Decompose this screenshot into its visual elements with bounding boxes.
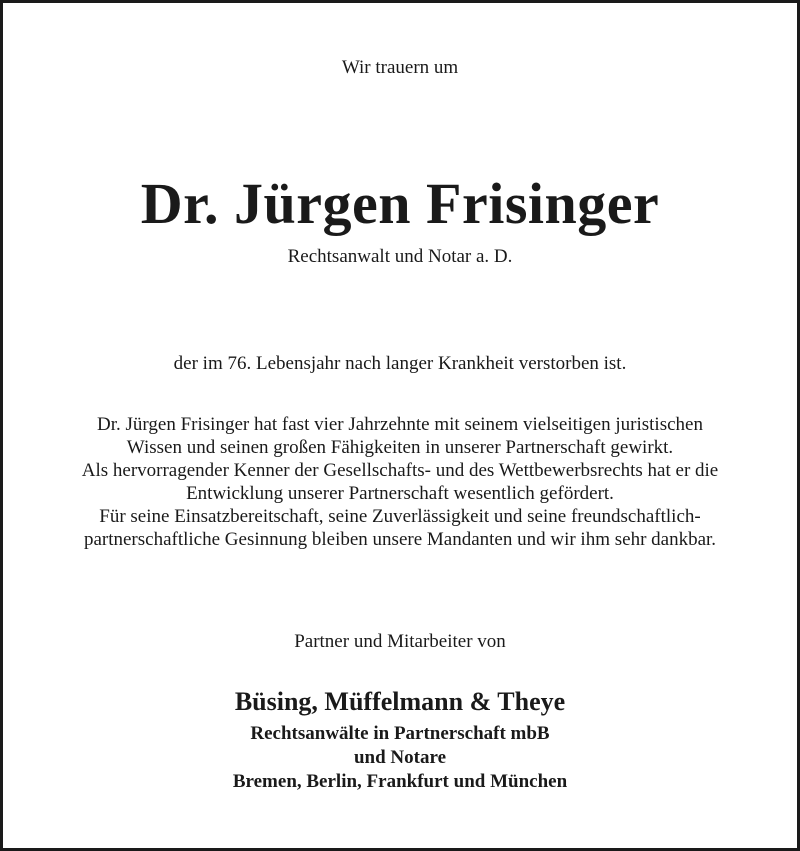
deceased-title: Rechtsanwalt und Notar a. D. bbox=[287, 246, 513, 267]
tribute-line: Dr. Jürgen Frisinger hat fast vier Jahrzehnte mit seinem vielseitigen juristischen bbox=[97, 414, 703, 435]
tribute-line: Für seine Einsatzbereitschaft, seine Zuverlässigkeit und seine freundschaftlich- bbox=[99, 506, 701, 527]
signoff-text: Partner und Mitarbeiter von bbox=[294, 631, 506, 652]
firm-detail-line: Bremen, Berlin, Frankfurt und München bbox=[232, 771, 568, 792]
firm-detail-line: Rechtsanwälte in Partnerschaft mbB bbox=[250, 723, 550, 744]
firm-details bbox=[0, 722, 800, 794]
firm-name: Büsing, Müffelmann & Theye bbox=[234, 687, 566, 716]
death-statement: der im 76. Lebensjahr nach langer Krankheit verstorben ist. bbox=[173, 353, 627, 374]
tribute-line: Als hervorragender Kenner der Gesellschafts- und des Wettbewerbsrechts hat er die bbox=[81, 460, 719, 481]
tribute-line: Wissen und seinen großen Fähigkeiten in unserer Partnerschaft gewirkt. bbox=[126, 437, 674, 458]
firm-detail-line: und Notare bbox=[353, 747, 447, 768]
tribute-line: partnerschaftliche Gesinnung bleiben unsere Mandanten und wir ihm sehr dankbar. bbox=[83, 529, 717, 550]
tribute-line: Entwicklung unserer Partnerschaft wesentlich gefördert. bbox=[186, 483, 614, 504]
tribute-paragraph bbox=[0, 413, 800, 551]
intro-text: Wir trauern um bbox=[341, 57, 459, 78]
deceased-name: Dr. Jürgen Frisinger bbox=[140, 171, 660, 236]
